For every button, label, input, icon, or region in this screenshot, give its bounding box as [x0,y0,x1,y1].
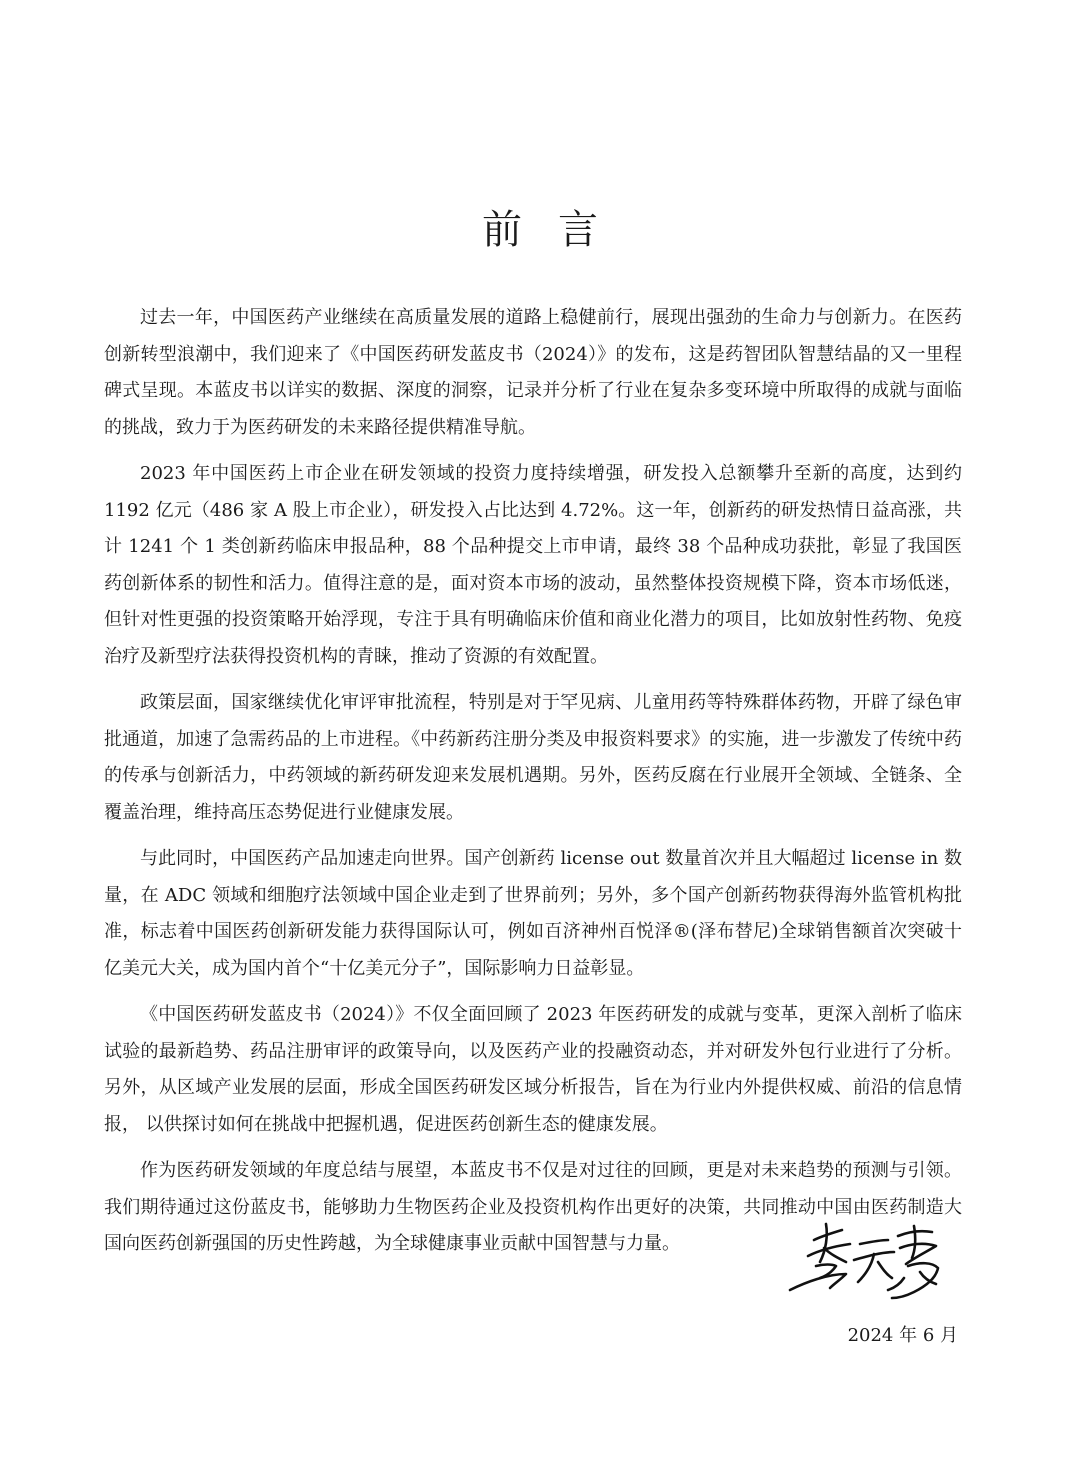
paragraph: 过去一年，中国医药产业继续在高质量发展的道路上稳健前行，展现出强劲的生命力与创新力。在医药创新转型浪潮中，我们迎来了《中国医药研发蓝皮书（2024）》的发布，这是药智团队智慧结晶的又一里程碑式呈现。本蓝皮书以详实的数据、深度的洞察，记录并分析了行业在复杂多变环境中所取得的成就与面临的挑战，致力于为医药研发的未来路径提供精准导航。 [104,307,962,438]
paragraph: 与此同时，中国医药产品加速走向世界。国产创新药 license out 数量首次并且大幅超过 license in 数量，在 ADC 领域和细胞疗法领域中国企业走到了世界前列；另外，多个国产创新药物获得海外监管机构批准，标志着中国医药创新研发能力获得国际认可，例如百济神州百悦泽®(泽布替尼)全球销售额首次突破十亿美元大关，成为国内首个“十亿美元分子”，国际影响力日益彰显。 [104,848,962,979]
paragraph: 2023 年中国医药上市企业在研发领域的投资力度持续增强，研发投入总额攀升至新的高度，达到约 1192 亿元（486 家 A 股上市企业），研发投入占比达到 4.72%。这一年，创新药的研发热情日益高涨，共计 1241 个 1 类创新药临床申报品种，88 个品种提交上市申请，最终 38 个品种成功获批，彰显了我国医药创新体系的韧性和活力。值得注意的是，面对资本市场的波动，虽然整体投资规模下降，资本市场低迷，但针对性更强的投资策略开始浮现，专注于具有明确临床价值和商业化潜力的项目，比如放射性药物、免疫治疗及新型疗法获得投资机构的青睐，推动了资源的有效配置。 [104,463,962,667]
signature-date: 2024 年 6 月 [847,1325,958,1346]
paragraph: 《中国医药研发蓝皮书（2024）》不仅全面回顾了 2023 年医药研发的成就与变革，更深入剖析了临床试验的最新趋势、药品注册审评的政策导向，以及医药产业的投融资动态，并对研发外包行业进行了分析。另外，从区域产业发展的层面，形成全国医药研发区域分析报告，旨在为行业内外提供权威、前沿的信息情报， 以供探讨如何在挑战中把握机遇，促进医药创新生态的健康发展。 [104,1004,962,1135]
handwritten-signature-icon [786,1218,966,1308]
paragraph: 政策层面，国家继续优化审评审批流程，特别是对于罕见病、儿童用药等特殊群体药物，开辟了绿色审批通道，加速了急需药品的上市进程。《中药新药注册分类及申报资料要求》的实施，进一步激发了传统中药的传承与创新活力，中药领域的新药研发迎来发展机遇期。另外，医药反腐在行业展开全领域、全链条、全覆盖治理，维持高压态势促进行业健康发展。 [104,692,962,823]
page-title: 前言 [482,207,634,253]
paragraph: 作为医药研发领域的年度总结与展望，本蓝皮书不仅是对过往的回顾，更是对未来趋势的预测与引领。我们期待通过这份蓝皮书，能够助力生物医药企业及投资机构作出更好的决策，共同推动中国由医药制造大国向医药创新强国的历史性跨越，为全球健康事业贡献中国智慧与力量。 [104,1160,962,1254]
preface-body [104,300,962,1273]
